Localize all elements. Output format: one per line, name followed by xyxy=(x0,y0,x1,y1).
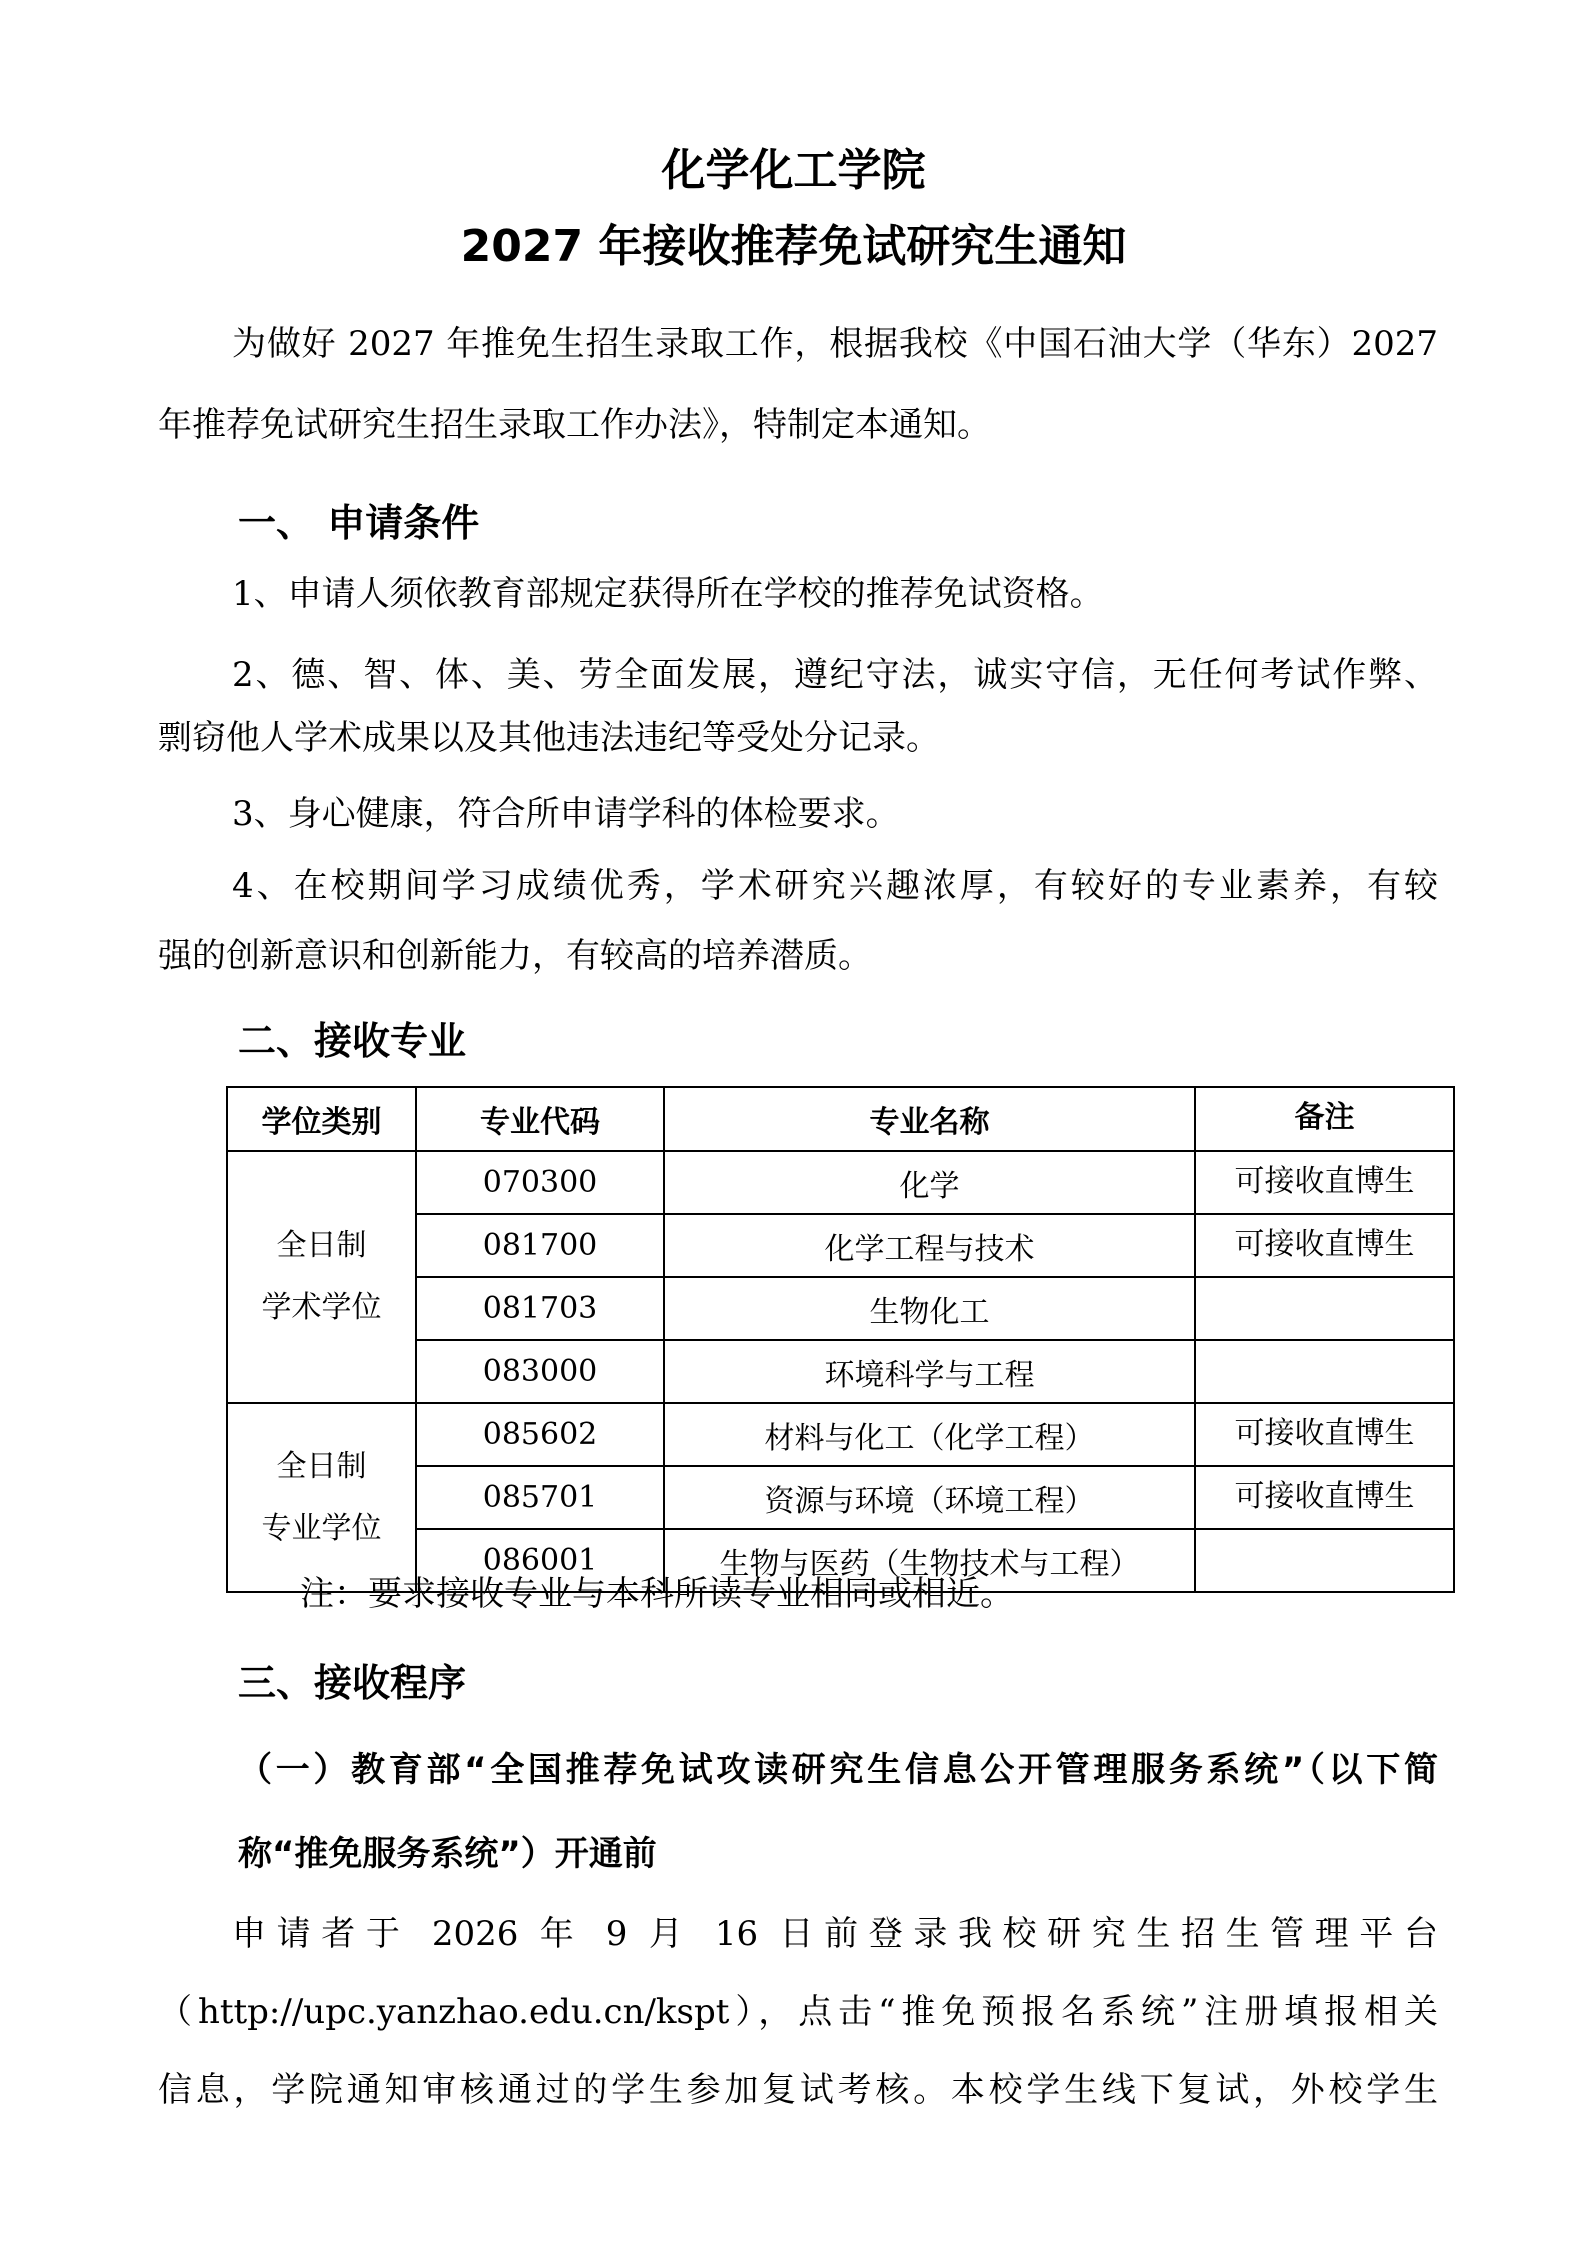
major-name: 材料与化工（化学工程） xyxy=(664,1403,1195,1466)
section1-item2-line1: 2、德、智、体、美、劳全面发展，遵纪守法，诚实守信，无任何考试作弊、 xyxy=(232,655,1438,695)
category-professional xyxy=(227,1403,416,1592)
section3-heading: 三、接收程序 xyxy=(238,1661,467,1705)
category-academic-line1: 全日制 xyxy=(276,1228,367,1263)
category-professional-line1: 全日制 xyxy=(276,1448,367,1484)
section3-para-line3: 信息，学院通知审核通过的学生参加复试考核。本校学生线下复试，外校学生 xyxy=(158,2070,1438,2110)
section1-item1: 1、申请人须依教育部规定获得所在学校的推荐免试资格。 xyxy=(232,574,1104,614)
category-academic xyxy=(227,1151,416,1403)
section3-para-line2: （http://upc.yanzhao.edu.cn/kspt），点击“推免预报名系统”注册填报相关 xyxy=(158,1992,1438,2032)
major-name: 生物化工 xyxy=(664,1277,1195,1340)
major-remark xyxy=(1195,1277,1454,1340)
table-row xyxy=(227,1403,1454,1466)
section1-item4-line1: 4、在校期间学习成绩优秀，学术研究兴趣浓厚，有较好的专业素养，有较 xyxy=(232,866,1438,906)
intro-line1: 为做好 2027 年推免生招生录取工作，根据我校《中国石油大学（华东）2027 xyxy=(232,324,1438,364)
major-remark xyxy=(1195,1340,1454,1403)
intro-line2: 年推荐免试研究生招生录取工作办法》，特制定本通知。 xyxy=(158,405,991,445)
major-code: 083000 xyxy=(416,1340,664,1403)
header-degree-type: 学位类别 xyxy=(227,1087,416,1151)
section2-heading: 二、接收专业 xyxy=(238,1019,467,1063)
major-code: 086001 xyxy=(416,1529,664,1592)
table-row xyxy=(227,1151,1454,1214)
section1-item3: 3、身心健康，符合所申请学科的体检要求。 xyxy=(232,794,900,834)
document-title-line1: 化学化工学院 xyxy=(661,145,926,196)
section3-sub1-line1: （一）教育部“全国推荐免试攻读研究生信息公开管理服务系统”（以下简 xyxy=(238,1750,1438,1790)
header-major-code: 专业代码 xyxy=(416,1087,664,1151)
major-code: 081700 xyxy=(416,1214,664,1277)
table-note: 注：要求接收专业与本科所读专业相同或相近。 xyxy=(300,1574,1014,1614)
header-major-name: 专业名称 xyxy=(664,1087,1195,1151)
major-remark: 可接收直博生 xyxy=(1195,1214,1454,1277)
section3-sub1-line2: 称“推免服务系统”）开通前 xyxy=(238,1834,657,1874)
major-name: 化学工程与技术 xyxy=(664,1214,1195,1277)
section3-para-line1: 申请者于 2026 年 9 月 16 日前登录我校研究生招生管理平台 xyxy=(232,1914,1438,1954)
document-title-line2: 2027 年接收推荐免试研究生通知 xyxy=(460,221,1127,272)
major-code: 070300 xyxy=(416,1151,664,1214)
major-name: 生物与医药（生物技术与工程） xyxy=(664,1529,1195,1592)
section1-item4-line2: 强的创新意识和创新能力，有较高的培养潜质。 xyxy=(158,936,872,976)
major-remark: 可接收直博生 xyxy=(1195,1466,1454,1529)
majors-table xyxy=(226,1086,1455,1593)
section1-item2-line2: 剽窃他人学术成果以及其他违法违纪等受处分记录。 xyxy=(158,718,940,758)
major-remark: 可接收直博生 xyxy=(1195,1403,1454,1466)
major-remark: 可接收直博生 xyxy=(1195,1151,1454,1214)
section1-heading: 一、 申请条件 xyxy=(238,501,480,545)
category-academic-line2: 学术学位 xyxy=(261,1290,382,1325)
major-code: 085602 xyxy=(416,1403,664,1466)
major-code: 085701 xyxy=(416,1466,664,1529)
major-name: 资源与环境（环境工程） xyxy=(664,1466,1195,1529)
major-name: 化学 xyxy=(664,1151,1195,1214)
major-code: 081703 xyxy=(416,1277,664,1340)
major-name: 环境科学与工程 xyxy=(664,1340,1195,1403)
category-professional-line2: 专业学位 xyxy=(261,1510,382,1546)
header-remark: 备注 xyxy=(1195,1087,1454,1151)
table-header-row xyxy=(227,1087,1454,1151)
